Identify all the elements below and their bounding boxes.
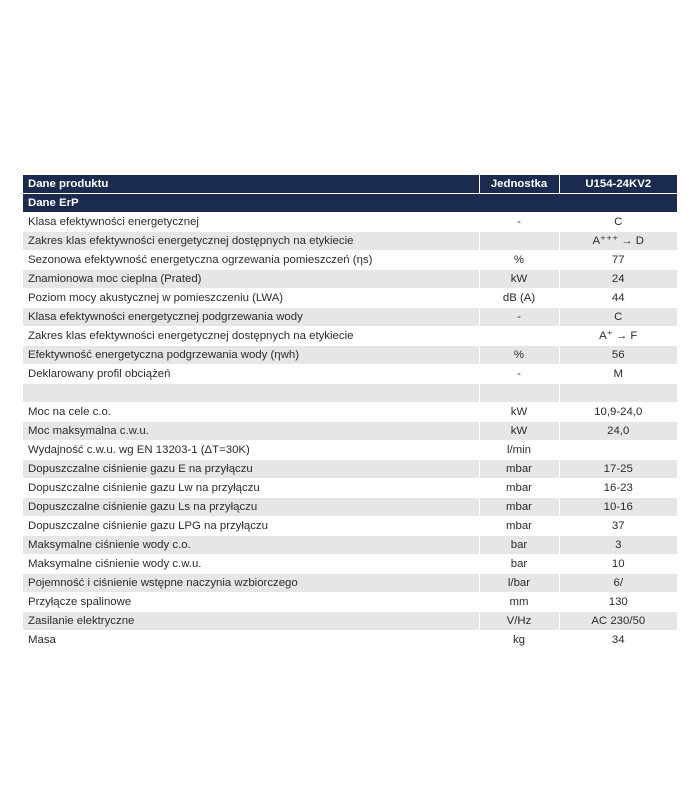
row-value (559, 441, 677, 460)
row-value: 10 (559, 555, 677, 574)
row-label: Przyłącze spalinowe (23, 593, 479, 612)
row-unit: mbar (479, 517, 559, 536)
table-row (23, 517, 677, 536)
row-unit: l/bar (479, 574, 559, 593)
header-product-data: Dane produktu (23, 175, 479, 194)
row-label: Dopuszczalne ciśnienie gazu Ls na przyłączu (23, 498, 479, 517)
row-label: Moc na cele c.o. (23, 403, 479, 422)
table-row (23, 479, 677, 498)
row-label: Dopuszczalne ciśnienie gazu Lw na przyłączu (23, 479, 479, 498)
table-row (23, 346, 677, 365)
row-label: Zakres klas efektywności energetycznej dostępnych na etykiecie (23, 327, 479, 346)
table-row (23, 403, 677, 422)
section-erp-title: Dane ErP (23, 194, 677, 213)
row-value: 6/ (559, 574, 677, 593)
row-unit: mbar (479, 460, 559, 479)
table-row (23, 232, 677, 251)
row-value: 10-16 (559, 498, 677, 517)
row-value: 44 (559, 289, 677, 308)
row-label: Maksymalne ciśnienie wody c.w.u. (23, 555, 479, 574)
row-label: Znamionowa moc cieplna (Prated) (23, 270, 479, 289)
row-value: A⁺⁺⁺ → D (559, 232, 677, 251)
row-unit: mbar (479, 479, 559, 498)
row-label: Masa (23, 631, 479, 650)
table-row (23, 213, 677, 232)
row-value: A⁺ → F (559, 327, 677, 346)
row-label: Zakres klas efektywności energetycznej dostępnych na etykiecie (23, 232, 479, 251)
table-row (23, 441, 677, 460)
table-row (23, 327, 677, 346)
row-label (23, 384, 479, 403)
row-value: 37 (559, 517, 677, 536)
row-value: M (559, 365, 677, 384)
row-label: Klasa efektywności energetycznej (23, 213, 479, 232)
row-unit: mm (479, 593, 559, 612)
header-model: U154-24KV2 (559, 175, 677, 194)
row-unit: dB (A) (479, 289, 559, 308)
table-row (23, 574, 677, 593)
row-value: AC 230/50 (559, 612, 677, 631)
header-unit: Jednostka (479, 175, 559, 194)
table-row (23, 251, 677, 270)
row-value: 130 (559, 593, 677, 612)
table-row (23, 308, 677, 327)
row-label: Dopuszczalne ciśnienie gazu E na przyłączu (23, 460, 479, 479)
table-row (23, 270, 677, 289)
table-row (23, 498, 677, 517)
row-label: Dopuszczalne ciśnienie gazu LPG na przyłączu (23, 517, 479, 536)
row-unit: % (479, 346, 559, 365)
table-row (23, 555, 677, 574)
table-row (23, 631, 677, 650)
row-label: Pojemność i ciśnienie wstępne naczynia wzbiorczego (23, 574, 479, 593)
row-unit (479, 384, 559, 403)
row-unit: l/min (479, 441, 559, 460)
section-erp-row (23, 194, 677, 213)
row-label: Wydajność c.w.u. wg EN 13203-1 (ΔT=30K) (23, 441, 479, 460)
row-value: 24,0 (559, 422, 677, 441)
row-label: Efektywność energetyczna podgrzewania wody (ηwh) (23, 346, 479, 365)
table-row (23, 536, 677, 555)
table-row (23, 460, 677, 479)
row-value: 10,9-24,0 (559, 403, 677, 422)
row-label: Maksymalne ciśnienie wody c.o. (23, 536, 479, 555)
row-unit: kW (479, 270, 559, 289)
row-unit: - (479, 213, 559, 232)
row-unit (479, 327, 559, 346)
row-label: Deklarowany profil obciążeń (23, 365, 479, 384)
row-label: Poziom mocy akustycznej w pomieszczeniu (LWA) (23, 289, 479, 308)
row-label: Moc maksymalna c.w.u. (23, 422, 479, 441)
row-value: 17-25 (559, 460, 677, 479)
row-value: 56 (559, 346, 677, 365)
row-unit: % (479, 251, 559, 270)
table-row (23, 365, 677, 384)
row-value: 16-23 (559, 479, 677, 498)
table-row (23, 289, 677, 308)
table-header-row (23, 175, 677, 194)
row-unit: bar (479, 536, 559, 555)
row-label: Klasa efektywności energetycznej podgrzewania wody (23, 308, 479, 327)
product-data-table (23, 175, 677, 650)
row-unit: V/Hz (479, 612, 559, 631)
row-unit (479, 232, 559, 251)
row-unit: - (479, 308, 559, 327)
row-unit: - (479, 365, 559, 384)
row-unit: kW (479, 403, 559, 422)
row-value: 3 (559, 536, 677, 555)
table-row (23, 612, 677, 631)
row-value: C (559, 213, 677, 232)
row-unit: mbar (479, 498, 559, 517)
spacer-row (23, 384, 677, 403)
row-unit: kW (479, 422, 559, 441)
row-unit: kg (479, 631, 559, 650)
row-value (559, 384, 677, 403)
row-value: C (559, 308, 677, 327)
row-value: 77 (559, 251, 677, 270)
row-label: Sezonowa efektywność energetyczna ogrzewania pomieszczeń (ηs) (23, 251, 479, 270)
row-value: 34 (559, 631, 677, 650)
row-unit: bar (479, 555, 559, 574)
table-row (23, 593, 677, 612)
row-value: 24 (559, 270, 677, 289)
row-label: Zasilanie elektryczne (23, 612, 479, 631)
table-row (23, 422, 677, 441)
